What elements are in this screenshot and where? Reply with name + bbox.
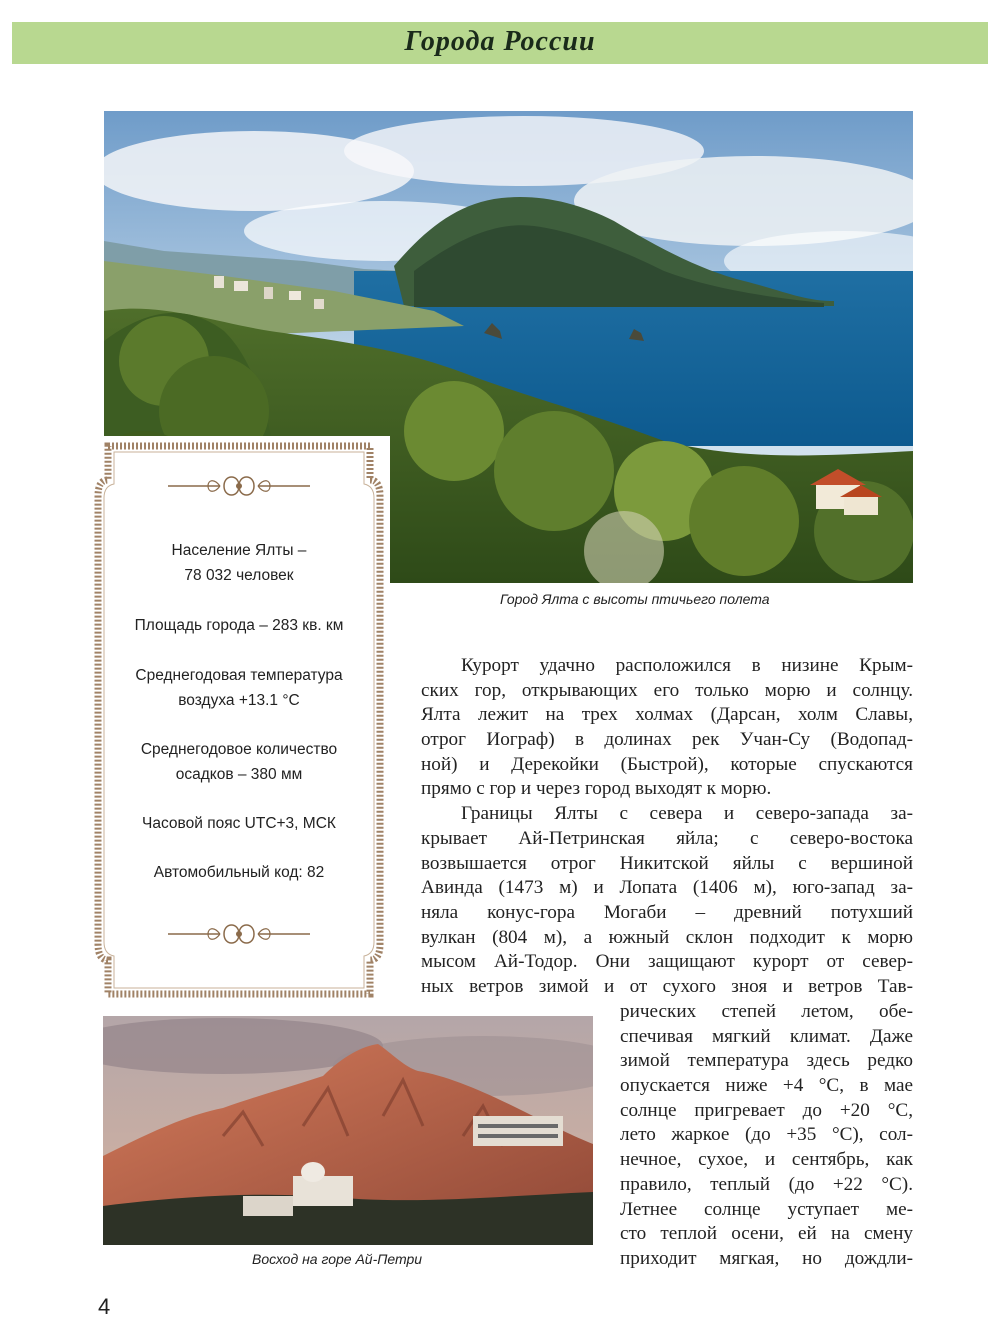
article-narrow-column <box>620 1000 913 1272</box>
section-header-band <box>12 22 988 64</box>
article-line: отрог Иограф) в долинах рек Учан-Су (Водопад- <box>421 729 913 751</box>
fact-box <box>88 436 390 1004</box>
top-ornament-icon <box>164 466 314 506</box>
article-line: ских гор, открывающих его только морю и солнцу. <box>421 679 913 701</box>
article-line: ных ветров зимой и от сухого зноя и ветров Тав- <box>421 975 913 997</box>
article-line: мысом Ай-Тодор. Они защищают курорт от север- <box>421 951 913 973</box>
article-line: Авинда (1473 м) и Лопата (1406 м), юго-запад за- <box>421 877 913 899</box>
article-line: крывает Ай-Петринская яйла; с северо-востока <box>421 827 913 849</box>
page-number: 4 <box>98 1294 111 1319</box>
main-photo-caption: Город Ялта с высоты птичьего полета <box>500 591 770 607</box>
article-line: прямо с гор и через город выходят к морю. <box>421 778 772 800</box>
fact-line: Среднегодовое количество <box>140 741 338 758</box>
article-line: няла конус-гора Могаби – древний потухший <box>421 901 913 923</box>
article-line: Ялта лежит на трех холмах (Дарсан, холм Славы, <box>421 704 913 726</box>
article-line: солнце пригревает до +20 °С, <box>620 1099 913 1121</box>
sunrise-photo-caption: Восход на горе Ай-Петри <box>252 1251 423 1267</box>
fact-line: 78 032 человек <box>184 567 294 584</box>
section-title: Города России <box>404 26 596 57</box>
article-line: вулкан (804 м), а южный склон подходит к морю <box>421 926 913 948</box>
article-line: правило, теплый (до +22 °С). <box>620 1173 913 1195</box>
ai-petri-sunrise-photo <box>103 1016 593 1245</box>
fact-line: Площадь города – 283 кв. км <box>134 617 344 634</box>
fact-precipitation <box>108 737 370 787</box>
fact-line: Среднегодовая температура <box>135 667 343 684</box>
article-wide-column <box>421 654 913 1000</box>
fact-timezone <box>108 811 370 836</box>
fact-line: Население Ялты – <box>171 542 307 559</box>
article-line: зимой температура здесь редко <box>620 1050 913 1072</box>
article-line: возвышается отрог Никитской яйлы с вершиной <box>421 852 913 874</box>
fact-line: Часовой пояс UTC+3, МСК <box>142 815 336 832</box>
fact-area <box>108 613 370 638</box>
article-line: Курорт удачно расположился в низине Крым- <box>461 655 913 676</box>
article-line: Границы Ялты с севера и северо-запада за- <box>461 803 913 825</box>
article-line: Летнее солнце уступает ме- <box>620 1198 913 1220</box>
fact-temperature <box>108 663 370 713</box>
fact-car-code <box>108 860 370 885</box>
ai-petri-illustration <box>103 1016 593 1245</box>
fact-population <box>108 538 370 588</box>
article-line: опускается ниже +4 °С, в мае <box>620 1075 913 1097</box>
article-line: приходит мягкая, но дождли- <box>620 1247 913 1269</box>
fact-line: воздуха +13.1 °С <box>178 692 300 709</box>
article-line: нечное, сухое, и сентябрь, как <box>620 1149 913 1171</box>
article-line: рических степей летом, обе- <box>620 1001 913 1022</box>
article-line: ной) и Дерекойки (Быстрой), которые спускаются <box>421 753 913 775</box>
article-line: лето жаркое (до +35 °С), сол- <box>620 1124 913 1146</box>
fact-line: Автомобильный код: 82 <box>153 864 325 881</box>
article-line: сто теплой осени, ей на смену <box>620 1223 913 1245</box>
bottom-ornament-icon <box>164 914 314 954</box>
fact-line: осадков – 380 мм <box>175 766 303 783</box>
article-line: спечивая мягкий климат. Даже <box>620 1025 913 1047</box>
